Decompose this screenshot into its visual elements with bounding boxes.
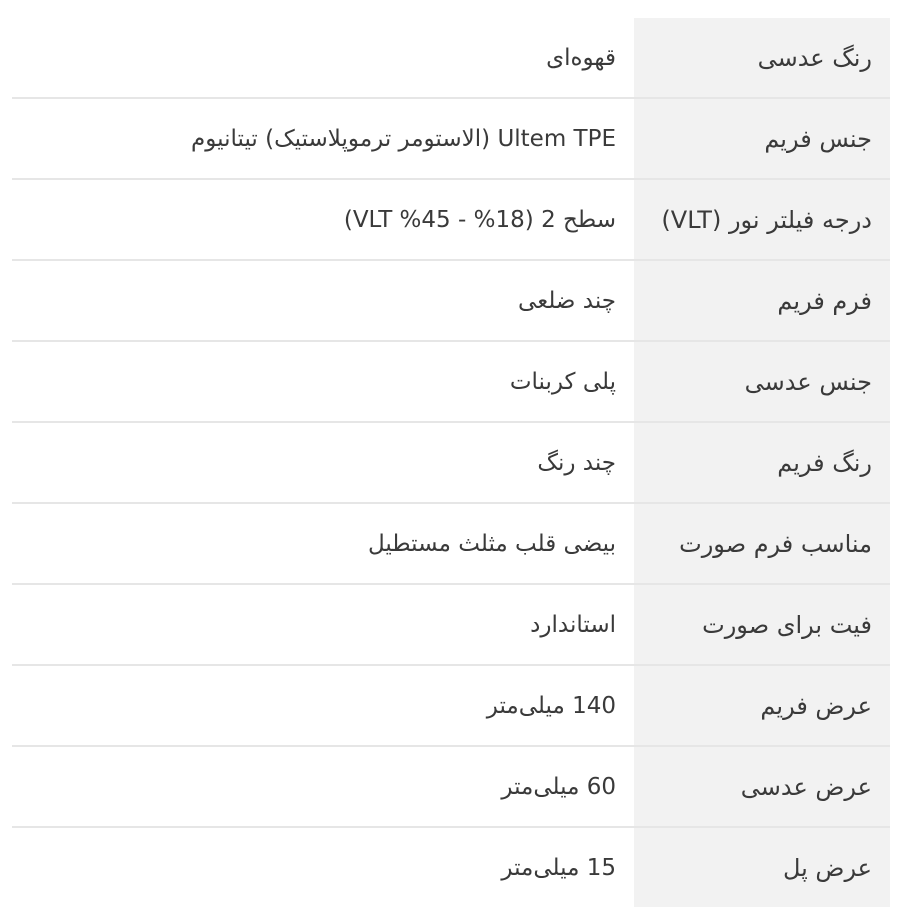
spec-row-lens-material <box>12 342 890 423</box>
spec-row-lens-width <box>12 747 890 828</box>
spec-value: 60 میلی‌متر <box>501 773 616 800</box>
spec-label: فیت برای صورت <box>634 585 890 664</box>
product-specs-table <box>12 18 890 907</box>
spec-value: چند رنگ <box>537 449 616 476</box>
spec-value: چند ضلعی <box>518 287 616 314</box>
spec-row-bridge-width <box>12 828 890 907</box>
spec-row-frame-width <box>12 666 890 747</box>
spec-row-lens-color <box>12 18 890 99</box>
spec-label: جنس عدسی <box>634 342 890 421</box>
spec-value: Ultem TPE (الاستومر ترموپلاستیک) تیتانیوم <box>191 125 616 152</box>
spec-value: سطح 2 (18% - 45% VLT) <box>343 206 616 233</box>
spec-row-face-fit <box>12 585 890 666</box>
spec-label: جنس فریم <box>634 99 890 178</box>
spec-label: عرض پل <box>634 828 890 907</box>
spec-value: قهوه‌ای <box>546 44 616 71</box>
spec-label: عرض فریم <box>634 666 890 745</box>
spec-row-frame-color <box>12 423 890 504</box>
spec-label: رنگ عدسی <box>634 18 890 97</box>
spec-row-frame-material <box>12 99 890 180</box>
spec-label: فرم فریم <box>634 261 890 340</box>
spec-value: 140 میلی‌متر <box>486 692 616 719</box>
spec-label: عرض عدسی <box>634 747 890 826</box>
spec-row-light-filter <box>12 180 890 261</box>
spec-value: استاندارد <box>530 611 616 638</box>
spec-row-face-shape <box>12 504 890 585</box>
spec-label: مناسب فرم صورت <box>634 504 890 583</box>
spec-value: پلی کربنات <box>509 368 616 395</box>
spec-row-frame-shape <box>12 261 890 342</box>
spec-value: 15 میلی‌متر <box>501 854 616 881</box>
spec-label: رنگ فریم <box>634 423 890 502</box>
spec-label: درجه فیلتر نور (VLT) <box>634 180 890 259</box>
spec-value: بیضی قلب مثلث مستطیل <box>367 530 616 557</box>
